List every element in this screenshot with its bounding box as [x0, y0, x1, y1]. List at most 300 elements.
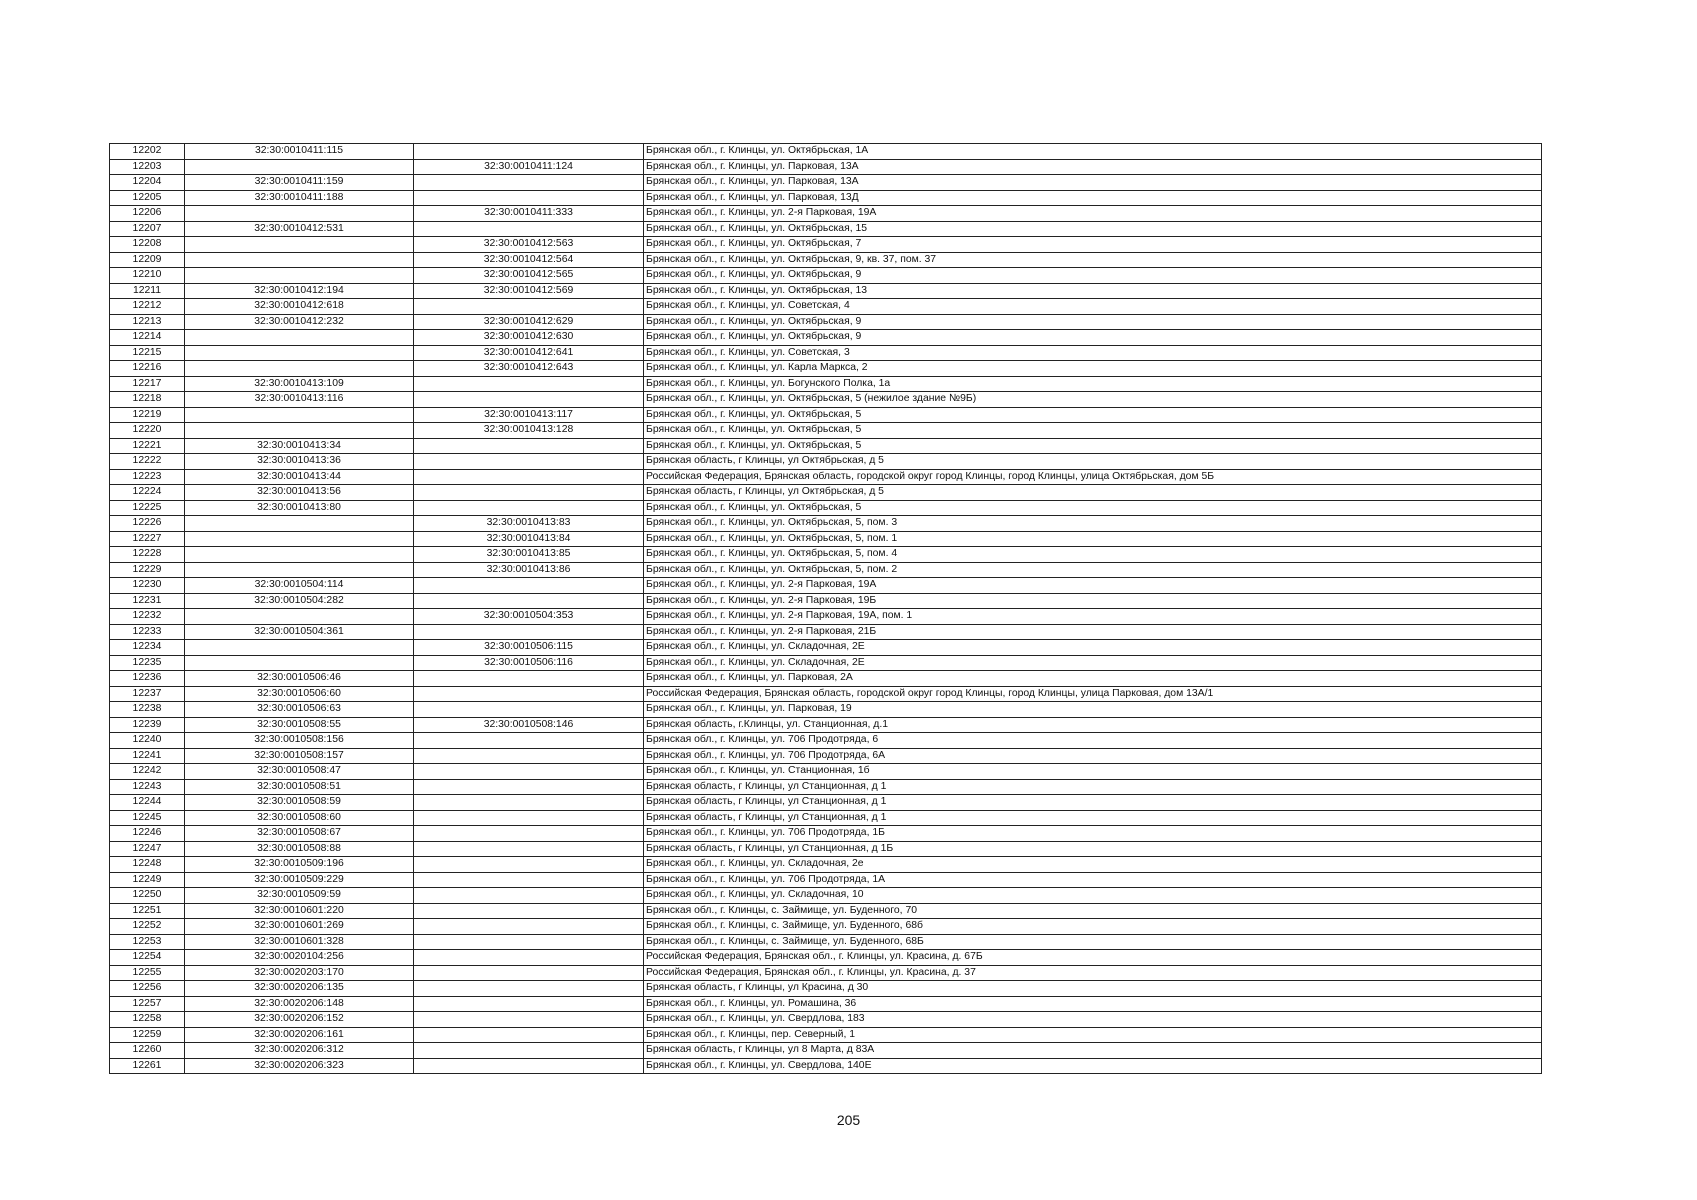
table-row	[110, 500, 1542, 516]
land-cadastral-number-cell: 32:30:0010509:229	[185, 872, 414, 888]
land-cadastral-number-cell: 32:30:0010411:159	[185, 175, 414, 191]
table-row	[110, 702, 1542, 718]
row-number-cell: 12237	[110, 686, 185, 702]
address-cell: Брянская обл., г. Клинцы, ул. Октябрьская, 5, пом. 1	[644, 531, 1542, 547]
row-number-cell: 12221	[110, 438, 185, 454]
row-number-cell: 12228	[110, 547, 185, 563]
table-body	[110, 144, 1542, 1074]
row-number-cell: 12246	[110, 826, 185, 842]
address-cell: Брянская область, г.Клинцы, ул. Станционная, д.1	[644, 717, 1542, 733]
building-cadastral-number-cell	[414, 888, 644, 904]
address-cell: Брянская обл., г. Клинцы, ул. Свердлова, 140Е	[644, 1058, 1542, 1074]
land-cadastral-number-cell: 32:30:0010506:60	[185, 686, 414, 702]
table-row	[110, 299, 1542, 315]
address-cell: Российская Федерация, Брянская обл., г. Клинцы, ул. Красина, д. 37	[644, 965, 1542, 981]
address-cell: Брянская обл., г. Клинцы, ул. 706 Продотряда, 1А	[644, 872, 1542, 888]
building-cadastral-number-cell	[414, 1043, 644, 1059]
table-row	[110, 578, 1542, 594]
table-row	[110, 159, 1542, 175]
land-cadastral-number-cell	[185, 609, 414, 625]
land-cadastral-number-cell	[185, 531, 414, 547]
building-cadastral-number-cell	[414, 454, 644, 470]
address-cell: Российская Федерация, Брянская область, городской округ город Клинцы, город Клинцы, улица Парковая, дом 13А/1	[644, 686, 1542, 702]
row-number-cell: 12232	[110, 609, 185, 625]
table-row	[110, 392, 1542, 408]
address-cell: Брянская обл., г. Клинцы, ул. Складочная, 2Е	[644, 640, 1542, 656]
address-cell: Брянская обл., г. Клинцы, с. Займище, ул. Буденного, 68Б	[644, 934, 1542, 950]
land-cadastral-number-cell: 32:30:0020206:148	[185, 996, 414, 1012]
land-cadastral-number-cell: 32:30:0010504:361	[185, 624, 414, 640]
address-cell: Брянская обл., г. Клинцы, ул. Октябрьская, 13	[644, 283, 1542, 299]
building-cadastral-number-cell	[414, 965, 644, 981]
building-cadastral-number-cell	[414, 733, 644, 749]
building-cadastral-number-cell: 32:30:0010413:117	[414, 407, 644, 423]
land-cadastral-number-cell	[185, 252, 414, 268]
table-row	[110, 252, 1542, 268]
building-cadastral-number-cell	[414, 903, 644, 919]
table-row	[110, 376, 1542, 392]
land-cadastral-number-cell: 32:30:0010411:115	[185, 144, 414, 160]
table-row	[110, 996, 1542, 1012]
building-cadastral-number-cell: 32:30:0010413:84	[414, 531, 644, 547]
address-cell: Брянская обл., г. Клинцы, ул. Октябрьская, 5, пом. 3	[644, 516, 1542, 532]
table-row	[110, 562, 1542, 578]
land-cadastral-number-cell: 32:30:0010508:156	[185, 733, 414, 749]
row-number-cell: 12208	[110, 237, 185, 253]
address-cell: Брянская обл., г. Клинцы, ул. Октябрьская, 9	[644, 330, 1542, 346]
table-row	[110, 485, 1542, 501]
address-cell: Брянская обл., г. Клинцы, ул. Октябрьская, 9	[644, 314, 1542, 330]
row-number-cell: 12219	[110, 407, 185, 423]
address-cell: Брянская обл., г. Клинцы, ул. Октябрьская, 1А	[644, 144, 1542, 160]
building-cadastral-number-cell	[414, 500, 644, 516]
table-row	[110, 965, 1542, 981]
row-number-cell: 12222	[110, 454, 185, 470]
building-cadastral-number-cell	[414, 764, 644, 780]
row-number-cell: 12235	[110, 655, 185, 671]
table-row	[110, 516, 1542, 532]
address-cell: Брянская обл., г. Клинцы, ул. 706 Продотряда, 6	[644, 733, 1542, 749]
building-cadastral-number-cell	[414, 376, 644, 392]
address-cell: Брянская обл., г. Клинцы, ул. Советская, 3	[644, 345, 1542, 361]
row-number-cell: 12231	[110, 593, 185, 609]
building-cadastral-number-cell	[414, 826, 644, 842]
land-cadastral-number-cell	[185, 423, 414, 439]
row-number-cell: 12247	[110, 841, 185, 857]
land-cadastral-number-cell: 32:30:0010508:47	[185, 764, 414, 780]
address-cell: Брянская обл., г. Клинцы, ул. Октябрьская, 5	[644, 407, 1542, 423]
land-cadastral-number-cell: 32:30:0010412:194	[185, 283, 414, 299]
building-cadastral-number-cell	[414, 469, 644, 485]
row-number-cell: 12244	[110, 795, 185, 811]
land-cadastral-number-cell: 32:30:0010506:63	[185, 702, 414, 718]
land-cadastral-number-cell: 32:30:0010413:36	[185, 454, 414, 470]
land-cadastral-number-cell	[185, 361, 414, 377]
row-number-cell: 12216	[110, 361, 185, 377]
address-cell: Брянская обл., г. Клинцы, ул. Парковая, 19	[644, 702, 1542, 718]
row-number-cell: 12206	[110, 206, 185, 222]
address-cell: Брянская обл., г. Клинцы, ул. Станционная, 1б	[644, 764, 1542, 780]
building-cadastral-number-cell	[414, 144, 644, 160]
table-row	[110, 795, 1542, 811]
row-number-cell: 12213	[110, 314, 185, 330]
building-cadastral-number-cell: 32:30:0010508:146	[414, 717, 644, 733]
land-cadastral-number-cell	[185, 655, 414, 671]
row-number-cell: 12205	[110, 190, 185, 206]
land-cadastral-number-cell: 32:30:0010509:196	[185, 857, 414, 873]
building-cadastral-number-cell	[414, 593, 644, 609]
page-number: 205	[836, 1112, 861, 1128]
address-cell: Брянская обл., г. Клинцы, ул. Октябрьская, 9	[644, 268, 1542, 284]
table-row	[110, 655, 1542, 671]
building-cadastral-number-cell	[414, 857, 644, 873]
table-row	[110, 206, 1542, 222]
address-cell: Брянская обл., г. Клинцы, ул. Октябрьская, 9, кв. 37, пом. 37	[644, 252, 1542, 268]
row-number-cell: 12248	[110, 857, 185, 873]
row-number-cell: 12243	[110, 779, 185, 795]
table-row	[110, 950, 1542, 966]
row-number-cell: 12223	[110, 469, 185, 485]
row-number-cell: 12250	[110, 888, 185, 904]
table-row	[110, 221, 1542, 237]
land-cadastral-number-cell: 32:30:0010413:116	[185, 392, 414, 408]
row-number-cell: 12236	[110, 671, 185, 687]
land-cadastral-number-cell: 32:30:0010508:60	[185, 810, 414, 826]
table-row	[110, 454, 1542, 470]
land-cadastral-number-cell: 32:30:0010412:618	[185, 299, 414, 315]
land-cadastral-number-cell: 32:30:0020203:170	[185, 965, 414, 981]
land-cadastral-number-cell: 32:30:0010413:34	[185, 438, 414, 454]
address-cell: Брянская обл., г. Клинцы, ул. 2-я Парковая, 19А, пом. 1	[644, 609, 1542, 625]
building-cadastral-number-cell	[414, 485, 644, 501]
land-cadastral-number-cell	[185, 159, 414, 175]
row-number-cell: 12251	[110, 903, 185, 919]
row-number-cell: 12249	[110, 872, 185, 888]
land-cadastral-number-cell: 32:30:0020104:256	[185, 950, 414, 966]
building-cadastral-number-cell: 32:30:0010413:86	[414, 562, 644, 578]
land-cadastral-number-cell: 32:30:0010413:44	[185, 469, 414, 485]
address-cell: Брянская обл., г. Клинцы, ул. 2-я Парковая, 21Б	[644, 624, 1542, 640]
building-cadastral-number-cell	[414, 810, 644, 826]
table-row	[110, 547, 1542, 563]
address-cell: Брянская обл., г. Клинцы, ул. Складочная, 2Е	[644, 655, 1542, 671]
building-cadastral-number-cell	[414, 686, 644, 702]
row-number-cell: 12218	[110, 392, 185, 408]
table-row	[110, 237, 1542, 253]
address-cell: Брянская обл., г. Клинцы, ул. 706 Продотряда, 1Б	[644, 826, 1542, 842]
building-cadastral-number-cell	[414, 175, 644, 191]
row-number-cell: 12220	[110, 423, 185, 439]
land-cadastral-number-cell	[185, 330, 414, 346]
land-cadastral-number-cell: 32:30:0010508:67	[185, 826, 414, 842]
land-cadastral-number-cell	[185, 345, 414, 361]
land-cadastral-number-cell: 32:30:0010412:232	[185, 314, 414, 330]
land-cadastral-number-cell: 32:30:0010508:88	[185, 841, 414, 857]
land-cadastral-number-cell: 32:30:0010413:56	[185, 485, 414, 501]
land-cadastral-number-cell: 32:30:0010601:220	[185, 903, 414, 919]
land-cadastral-number-cell: 32:30:0010601:328	[185, 934, 414, 950]
land-cadastral-number-cell: 32:30:0020206:152	[185, 1012, 414, 1028]
address-cell: Брянская обл., г. Клинцы, ул. Складочная, 2е	[644, 857, 1542, 873]
land-cadastral-number-cell: 32:30:0010508:157	[185, 748, 414, 764]
table-row	[110, 717, 1542, 733]
address-cell: Брянская обл., г. Клинцы, ул. Карла Маркса, 2	[644, 361, 1542, 377]
land-cadastral-number-cell	[185, 516, 414, 532]
table-row	[110, 175, 1542, 191]
row-number-cell: 12224	[110, 485, 185, 501]
table-row	[110, 330, 1542, 346]
row-number-cell: 12226	[110, 516, 185, 532]
table-row	[110, 438, 1542, 454]
table-row	[110, 748, 1542, 764]
land-cadastral-number-cell: 32:30:0010508:55	[185, 717, 414, 733]
address-cell: Брянская область, г Клинцы, ул Станционная, д 1	[644, 810, 1542, 826]
table-row	[110, 841, 1542, 857]
table-row	[110, 144, 1542, 160]
table-row	[110, 826, 1542, 842]
address-cell: Российская Федерация, Брянская обл., г. Клинцы, ул. Красина, д. 67Б	[644, 950, 1542, 966]
building-cadastral-number-cell	[414, 671, 644, 687]
address-cell: Брянская обл., г. Клинцы, ул. Ромашина, 36	[644, 996, 1542, 1012]
row-number-cell: 12211	[110, 283, 185, 299]
row-number-cell: 12210	[110, 268, 185, 284]
building-cadastral-number-cell: 32:30:0010411:124	[414, 159, 644, 175]
building-cadastral-number-cell	[414, 748, 644, 764]
building-cadastral-number-cell	[414, 578, 644, 594]
table-row	[110, 857, 1542, 873]
table-row	[110, 609, 1542, 625]
land-cadastral-number-cell: 32:30:0010413:109	[185, 376, 414, 392]
building-cadastral-number-cell: 32:30:0010413:128	[414, 423, 644, 439]
table-row	[110, 531, 1542, 547]
address-cell: Брянская область, г Клинцы, ул Октябрьская, д 5	[644, 485, 1542, 501]
land-cadastral-number-cell: 32:30:0010504:114	[185, 578, 414, 594]
table-row	[110, 469, 1542, 485]
building-cadastral-number-cell: 32:30:0010412:569	[414, 283, 644, 299]
address-cell: Российская Федерация, Брянская область, городской округ город Клинцы, город Клинцы, улица Октябрьская, дом 5Б	[644, 469, 1542, 485]
table-row	[110, 593, 1542, 609]
table-row	[110, 1027, 1542, 1043]
address-cell: Брянская область, г Клинцы, ул Октябрьская, д 5	[644, 454, 1542, 470]
address-cell: Брянская область, г Клинцы, ул Станционная, д 1	[644, 795, 1542, 811]
address-cell: Брянская обл., г. Клинцы, ул. Парковая, 13Д	[644, 190, 1542, 206]
land-cadastral-number-cell	[185, 268, 414, 284]
table-row	[110, 779, 1542, 795]
building-cadastral-number-cell: 32:30:0010413:83	[414, 516, 644, 532]
land-cadastral-number-cell: 32:30:0020206:135	[185, 981, 414, 997]
building-cadastral-number-cell: 32:30:0010412:641	[414, 345, 644, 361]
table-row	[110, 190, 1542, 206]
land-cadastral-number-cell: 32:30:0020206:161	[185, 1027, 414, 1043]
address-cell: Брянская обл., г. Клинцы, ул. Парковая, 13А	[644, 159, 1542, 175]
building-cadastral-number-cell	[414, 981, 644, 997]
land-cadastral-number-cell: 32:30:0010508:51	[185, 779, 414, 795]
table-row	[110, 981, 1542, 997]
row-number-cell: 12239	[110, 717, 185, 733]
table-row	[110, 1043, 1542, 1059]
building-cadastral-number-cell: 32:30:0010413:85	[414, 547, 644, 563]
address-cell: Брянская обл., г. Клинцы, ул. Октябрьская, 15	[644, 221, 1542, 237]
row-number-cell: 12258	[110, 1012, 185, 1028]
building-cadastral-number-cell	[414, 996, 644, 1012]
land-cadastral-number-cell: 32:30:0020206:323	[185, 1058, 414, 1074]
address-cell: Брянская обл., г. Клинцы, с. Займище, ул. Буденного, 70	[644, 903, 1542, 919]
address-cell: Брянская обл., г. Клинцы, с. Займище, ул. Буденного, 68б	[644, 919, 1542, 935]
land-cadastral-number-cell	[185, 562, 414, 578]
building-cadastral-number-cell: 32:30:0010412:565	[414, 268, 644, 284]
building-cadastral-number-cell	[414, 190, 644, 206]
building-cadastral-number-cell: 32:30:0010412:643	[414, 361, 644, 377]
building-cadastral-number-cell: 32:30:0010506:116	[414, 655, 644, 671]
table-row	[110, 640, 1542, 656]
row-number-cell: 12261	[110, 1058, 185, 1074]
address-cell: Брянская обл., г. Клинцы, ул. Октябрьская, 5, пом. 2	[644, 562, 1542, 578]
row-number-cell: 12241	[110, 748, 185, 764]
row-number-cell: 12204	[110, 175, 185, 191]
building-cadastral-number-cell: 32:30:0010412:629	[414, 314, 644, 330]
table-row	[110, 1012, 1542, 1028]
row-number-cell: 12259	[110, 1027, 185, 1043]
land-cadastral-number-cell: 32:30:0010509:59	[185, 888, 414, 904]
address-cell: Брянская обл., г. Клинцы, ул. Советская, 4	[644, 299, 1542, 315]
land-cadastral-number-cell: 32:30:0010412:531	[185, 221, 414, 237]
address-cell: Брянская область, г Клинцы, ул 8 Марта, д 83А	[644, 1043, 1542, 1059]
row-number-cell: 12229	[110, 562, 185, 578]
table-row	[110, 810, 1542, 826]
table-row	[110, 764, 1542, 780]
row-number-cell: 12215	[110, 345, 185, 361]
building-cadastral-number-cell	[414, 950, 644, 966]
address-cell: Брянская обл., г. Клинцы, ул. Богунского Полка, 1а	[644, 376, 1542, 392]
table-row	[110, 624, 1542, 640]
address-cell: Брянская обл., г. Клинцы, пер. Северный, 1	[644, 1027, 1542, 1043]
row-number-cell: 12255	[110, 965, 185, 981]
address-cell: Брянская обл., г. Клинцы, ул. Октябрьская, 5	[644, 438, 1542, 454]
building-cadastral-number-cell	[414, 1027, 644, 1043]
address-cell: Брянская область, г Клинцы, ул Станционная, д 1	[644, 779, 1542, 795]
address-cell: Брянская обл., г. Клинцы, ул. Парковая, 13А	[644, 175, 1542, 191]
row-number-cell: 12209	[110, 252, 185, 268]
building-cadastral-number-cell	[414, 919, 644, 935]
table-row	[110, 686, 1542, 702]
address-cell: Брянская обл., г. Клинцы, ул. Свердлова, 183	[644, 1012, 1542, 1028]
row-number-cell: 12257	[110, 996, 185, 1012]
building-cadastral-number-cell	[414, 795, 644, 811]
row-number-cell: 12242	[110, 764, 185, 780]
building-cadastral-number-cell	[414, 221, 644, 237]
building-cadastral-number-cell	[414, 1058, 644, 1074]
land-cadastral-number-cell: 32:30:0020206:312	[185, 1043, 414, 1059]
building-cadastral-number-cell: 32:30:0010412:563	[414, 237, 644, 253]
row-number-cell: 12240	[110, 733, 185, 749]
land-cadastral-number-cell	[185, 407, 414, 423]
table-row	[110, 671, 1542, 687]
address-cell: Брянская обл., г. Клинцы, ул. 706 Продотряда, 6А	[644, 748, 1542, 764]
address-cell: Брянская обл., г. Клинцы, ул. 2-я Парковая, 19А	[644, 578, 1542, 594]
row-number-cell: 12260	[110, 1043, 185, 1059]
building-cadastral-number-cell: 32:30:0010504:353	[414, 609, 644, 625]
building-cadastral-number-cell	[414, 624, 644, 640]
row-number-cell: 12225	[110, 500, 185, 516]
row-number-cell: 12253	[110, 934, 185, 950]
land-cadastral-number-cell: 32:30:0010504:282	[185, 593, 414, 609]
row-number-cell: 12252	[110, 919, 185, 935]
address-cell: Брянская обл., г. Клинцы, ул. Октябрьская, 5 (нежилое здание №9Б)	[644, 392, 1542, 408]
table-row	[110, 314, 1542, 330]
building-cadastral-number-cell	[414, 841, 644, 857]
row-number-cell: 12233	[110, 624, 185, 640]
table-row	[110, 361, 1542, 377]
building-cadastral-number-cell	[414, 872, 644, 888]
table-row	[110, 423, 1542, 439]
table-row	[110, 919, 1542, 935]
row-number-cell: 12217	[110, 376, 185, 392]
row-number-cell: 12214	[110, 330, 185, 346]
row-number-cell: 12202	[110, 144, 185, 160]
table-row	[110, 268, 1542, 284]
table-row	[110, 407, 1542, 423]
building-cadastral-number-cell: 32:30:0010412:564	[414, 252, 644, 268]
row-number-cell: 12207	[110, 221, 185, 237]
table-row	[110, 733, 1542, 749]
address-cell: Брянская обл., г. Клинцы, ул. Октябрьская, 5	[644, 423, 1542, 439]
building-cadastral-number-cell	[414, 299, 644, 315]
row-number-cell: 12230	[110, 578, 185, 594]
land-cadastral-number-cell	[185, 206, 414, 222]
building-cadastral-number-cell	[414, 392, 644, 408]
building-cadastral-number-cell	[414, 934, 644, 950]
land-cadastral-number-cell	[185, 547, 414, 563]
table-row	[110, 934, 1542, 950]
address-cell: Брянская область, г Клинцы, ул Красина, д 30	[644, 981, 1542, 997]
building-cadastral-number-cell: 32:30:0010412:630	[414, 330, 644, 346]
row-number-cell: 12256	[110, 981, 185, 997]
address-cell: Брянская обл., г. Клинцы, ул. 2-я Парковая, 19А	[644, 206, 1542, 222]
land-cadastral-number-cell: 32:30:0010506:46	[185, 671, 414, 687]
building-cadastral-number-cell	[414, 702, 644, 718]
building-cadastral-number-cell: 32:30:0010506:115	[414, 640, 644, 656]
address-cell: Брянская обл., г. Клинцы, ул. Парковая, 2А	[644, 671, 1542, 687]
table-row	[110, 903, 1542, 919]
row-number-cell: 12254	[110, 950, 185, 966]
address-cell: Брянская обл., г. Клинцы, ул. Складочная, 10	[644, 888, 1542, 904]
row-number-cell: 12238	[110, 702, 185, 718]
address-cell: Брянская обл., г. Клинцы, ул. Октябрьская, 7	[644, 237, 1542, 253]
land-cadastral-number-cell: 32:30:0010601:269	[185, 919, 414, 935]
row-number-cell: 12212	[110, 299, 185, 315]
table-row	[110, 872, 1542, 888]
land-cadastral-number-cell	[185, 237, 414, 253]
address-cell: Брянская обл., г. Клинцы, ул. Октябрьская, 5	[644, 500, 1542, 516]
building-cadastral-number-cell: 32:30:0010411:333	[414, 206, 644, 222]
address-cell: Брянская обл., г. Клинцы, ул. 2-я Парковая, 19Б	[644, 593, 1542, 609]
row-number-cell: 12227	[110, 531, 185, 547]
building-cadastral-number-cell	[414, 1012, 644, 1028]
address-cell: Брянская область, г Клинцы, ул Станционная, д 1Б	[644, 841, 1542, 857]
address-cell: Брянская обл., г. Клинцы, ул. Октябрьская, 5, пом. 4	[644, 547, 1542, 563]
building-cadastral-number-cell	[414, 438, 644, 454]
registry-table	[109, 143, 1542, 1074]
row-number-cell: 12234	[110, 640, 185, 656]
land-cadastral-number-cell: 32:30:0010413:80	[185, 500, 414, 516]
building-cadastral-number-cell	[414, 779, 644, 795]
row-number-cell: 12203	[110, 159, 185, 175]
land-cadastral-number-cell: 32:30:0010411:188	[185, 190, 414, 206]
land-cadastral-number-cell	[185, 640, 414, 656]
table-row	[110, 345, 1542, 361]
table-row	[110, 283, 1542, 299]
table-row	[110, 1058, 1542, 1074]
